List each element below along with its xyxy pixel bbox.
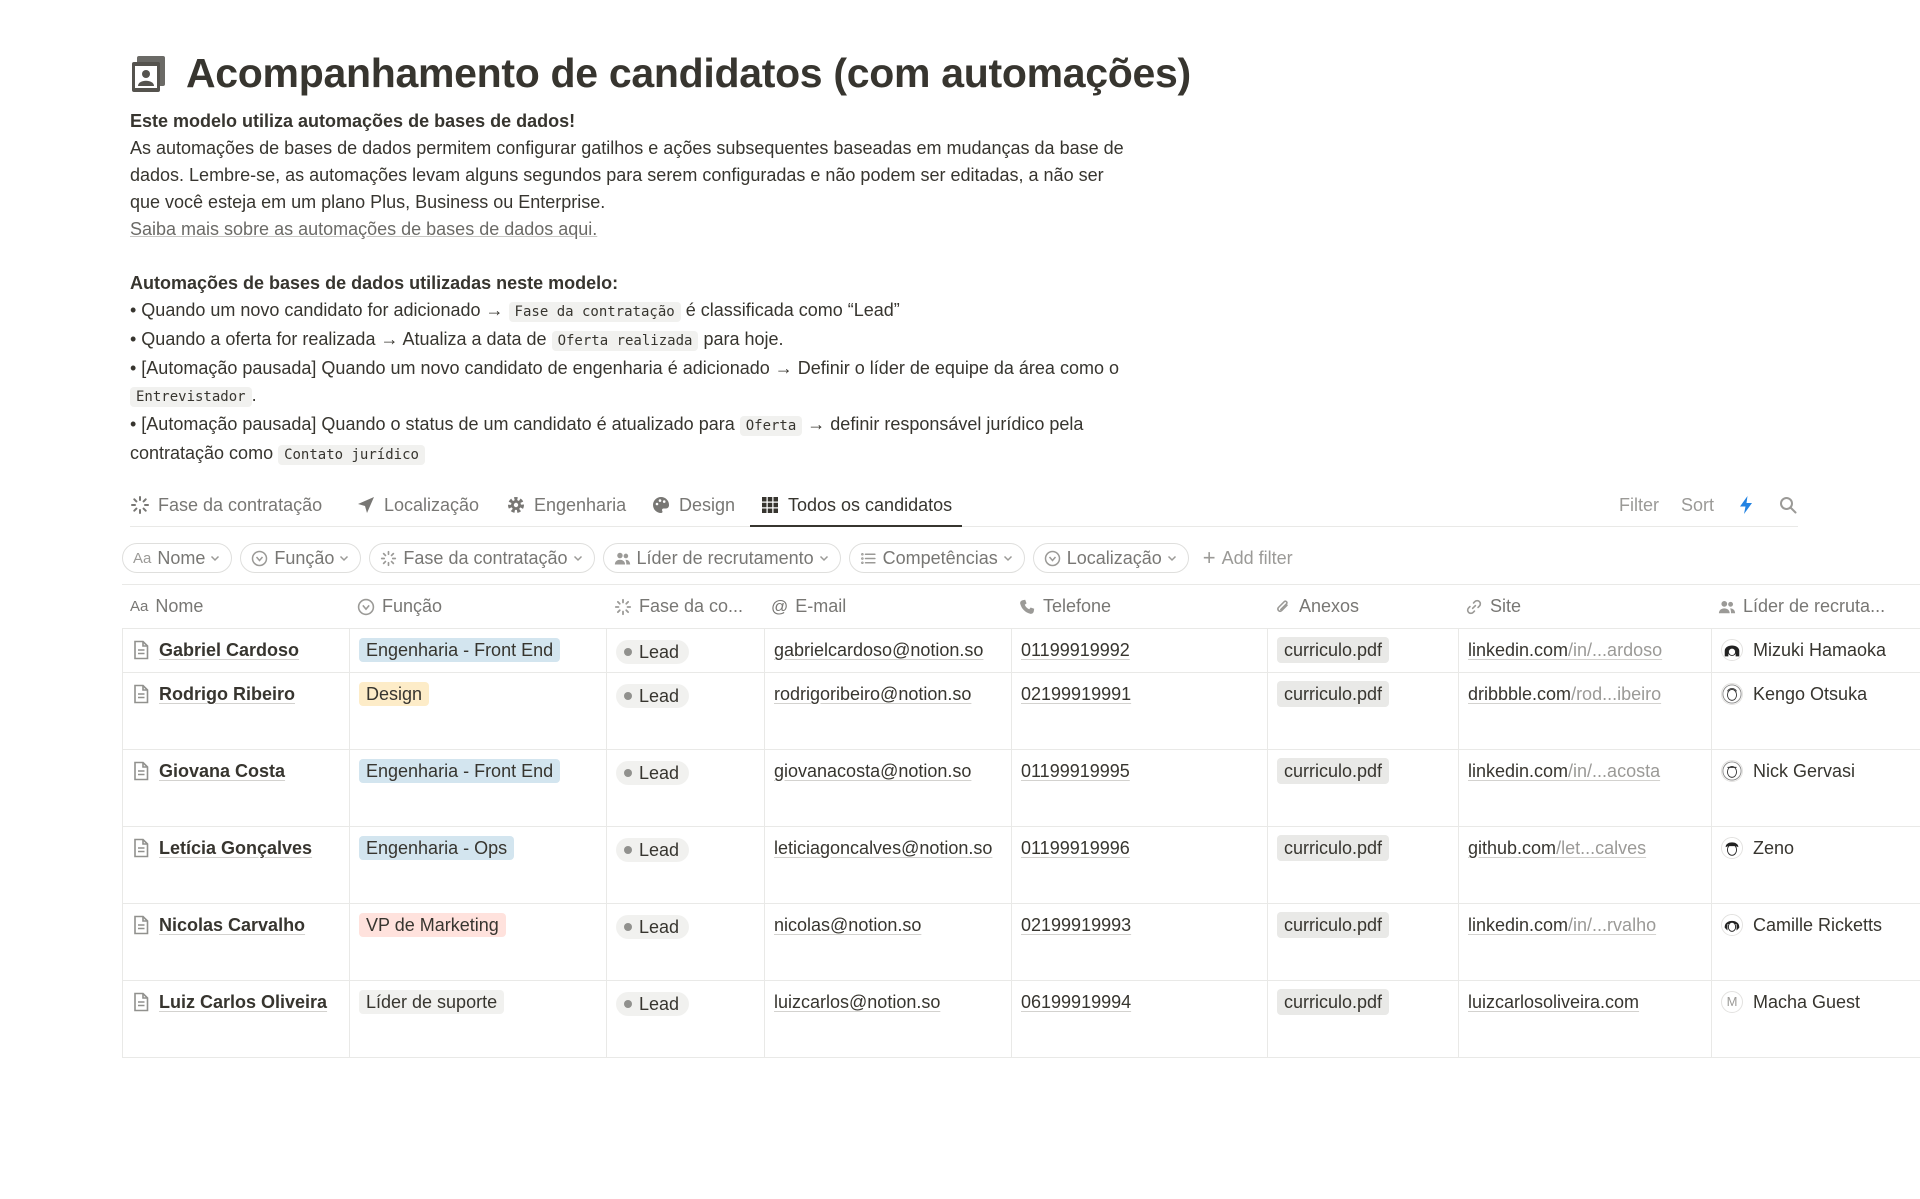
email-link[interactable]: nicolas@notion.so	[774, 915, 922, 935]
property-code: Entrevistador	[130, 387, 252, 407]
candidate-name[interactable]: Gabriel Cardoso	[132, 637, 339, 663]
people-icon	[614, 550, 631, 567]
attachment-file[interactable]: curriculo.pdf	[1277, 912, 1389, 938]
candidates-table	[122, 584, 1920, 1058]
page-icon	[132, 761, 150, 781]
select-icon	[1044, 550, 1061, 567]
lightning-icon[interactable]	[1736, 495, 1756, 515]
cell-name[interactable]	[122, 750, 349, 826]
site-link[interactable]: dribbble.com/rod...ibeiro	[1468, 684, 1662, 704]
chevron-down-icon	[209, 552, 221, 564]
cell-attachment[interactable]	[1267, 673, 1458, 749]
email-link[interactable]: rodrigoribeiro@notion.so	[774, 684, 972, 704]
cell-email[interactable]	[764, 629, 1011, 672]
role-tag: Design	[359, 682, 429, 706]
select-icon	[357, 598, 375, 616]
cell-attachment[interactable]	[1267, 827, 1458, 903]
grid-icon	[760, 495, 780, 515]
filter-chip-localizacao[interactable]: Localização	[1033, 543, 1189, 573]
property-code: Fase da contratação	[509, 302, 681, 322]
email-link[interactable]: gabrielcardoso@notion.so	[774, 640, 984, 660]
cell-stage[interactable]	[606, 629, 764, 672]
automation-bullet: • Quando um novo candidato for adicionado → Fase da contratação é classificada como “Lead”	[130, 300, 900, 320]
cell-phone[interactable]	[1011, 981, 1267, 1057]
cell-site[interactable]	[1458, 981, 1711, 1057]
automation-bullet: • [Automação pausada] Quando um novo candidato de engenharia é adicionado → Definir o líder de equipe da área como o Entrevistador .	[130, 358, 1119, 405]
cell-stage[interactable]	[606, 981, 764, 1057]
chevron-down-icon	[1166, 552, 1178, 564]
attachment-file[interactable]: curriculo.pdf	[1277, 758, 1389, 784]
table-row[interactable]	[122, 827, 1920, 904]
cell-site[interactable]	[1458, 673, 1711, 749]
automations-heading: Automações de bases de dados utilizadas neste modelo:	[130, 273, 619, 293]
candidate-name[interactable]: Luiz Carlos Oliveira	[132, 989, 339, 1015]
role-tag: VP de Marketing	[359, 913, 506, 937]
filter-chip-lider-de-recrutamento[interactable]: Líder de recrutamento	[603, 543, 841, 573]
cell-lead[interactable]	[1711, 904, 1920, 980]
cell-role[interactable]	[349, 750, 606, 826]
status-dot	[624, 1000, 632, 1008]
avatar	[1721, 639, 1743, 661]
cell-site[interactable]	[1458, 904, 1711, 980]
filter-chip-fase-da-contratacao[interactable]: Fase da contratação	[369, 543, 594, 573]
tab-fase-da-contratacao[interactable]: Fase da contratação	[130, 484, 322, 526]
cell-role[interactable]	[349, 827, 606, 903]
stage-status: Lead	[616, 761, 689, 785]
cell-name[interactable]	[122, 827, 349, 903]
cell-email[interactable]	[764, 673, 1011, 749]
cell-stage[interactable]	[606, 673, 764, 749]
cell-site[interactable]	[1458, 629, 1711, 672]
tab-engenharia[interactable]: Engenharia	[506, 484, 626, 526]
page-title: Acompanhamento de candidatos (com automações)	[186, 50, 1191, 96]
email-link[interactable]: luizcarlos@notion.so	[774, 992, 941, 1012]
site-link[interactable]: linkedin.com/in/...acosta	[1468, 761, 1661, 781]
at-icon: @	[771, 596, 789, 616]
candidate-name[interactable]: Letícia Gonçalves	[132, 835, 339, 861]
cell-stage[interactable]	[606, 827, 764, 903]
cell-stage[interactable]	[606, 750, 764, 826]
stage-status: Lead	[616, 640, 689, 664]
cell-email[interactable]	[764, 904, 1011, 980]
avatar	[1721, 914, 1743, 936]
status-dot	[624, 648, 632, 656]
recruiter-person[interactable]: M Macha Guest	[1721, 989, 1912, 1015]
table-body	[122, 629, 1920, 1058]
cell-name[interactable]	[122, 673, 349, 749]
cell-email[interactable]	[764, 750, 1011, 826]
filter-chip-competencias[interactable]: Competências	[849, 543, 1025, 573]
phone-link[interactable]: 06199919994	[1021, 992, 1132, 1012]
cell-role[interactable]	[349, 904, 606, 980]
cell-phone[interactable]	[1011, 673, 1267, 749]
link-icon	[1465, 598, 1483, 616]
id-card-icon	[130, 54, 168, 94]
table-row[interactable]	[122, 750, 1920, 827]
cell-email[interactable]	[764, 827, 1011, 903]
page-icon	[132, 684, 150, 704]
candidate-name[interactable]: Nicolas Carvalho	[132, 912, 339, 938]
cell-name[interactable]	[122, 904, 349, 980]
cell-lead[interactable]	[1711, 827, 1920, 903]
site-link[interactable]: github.com/let...calves	[1468, 838, 1647, 858]
site-link[interactable]: luizcarlosoliveira.com	[1468, 992, 1640, 1012]
cell-site[interactable]	[1458, 827, 1711, 903]
loader-icon	[614, 598, 632, 616]
avatar	[1721, 683, 1743, 705]
text-property-icon: Aa	[130, 598, 149, 615]
cell-email[interactable]	[764, 981, 1011, 1057]
view-tabs	[130, 484, 1798, 527]
recruiter-person[interactable]: Mizuki Hamaoka	[1721, 637, 1912, 663]
phone-link[interactable]: 01199919995	[1021, 761, 1130, 781]
title-row	[130, 50, 1191, 97]
tab-todos-os-candidatos[interactable]: Todos os candidatos	[760, 484, 952, 526]
candidate-name[interactable]: Rodrigo Ribeiro	[132, 681, 339, 707]
cell-attachment[interactable]	[1267, 904, 1458, 980]
chevron-down-icon	[572, 552, 584, 564]
site-link[interactable]: linkedin.com/in/...rvalho	[1468, 915, 1657, 935]
cell-lead[interactable]	[1711, 629, 1920, 672]
sort-button[interactable]: Sort	[1680, 494, 1714, 515]
cell-phone[interactable]	[1011, 629, 1267, 672]
recruiter-person[interactable]: Nick Gervasi	[1721, 758, 1912, 784]
email-link[interactable]: leticiagoncalves@notion.so	[774, 838, 993, 858]
paperclip-icon	[1274, 598, 1292, 616]
column-header-anexos[interactable]: Anexos	[1274, 585, 1449, 628]
cell-lead[interactable]	[1711, 750, 1920, 826]
property-code: Oferta	[740, 416, 803, 436]
attachment-file[interactable]: curriculo.pdf	[1277, 637, 1389, 663]
tab-localizacao[interactable]: Localização	[356, 484, 479, 526]
avatar	[1721, 837, 1743, 859]
status-dot	[624, 692, 632, 700]
candidate-name[interactable]: Giovana Costa	[132, 758, 339, 784]
property-code: Contato jurídico	[278, 445, 425, 465]
column-header-email[interactable]: @ E-mail	[771, 596, 847, 616]
role-tag: Engenharia - Front End	[359, 759, 560, 783]
status-dot	[624, 846, 632, 854]
filter-chip-nome[interactable]: Aa Nome	[122, 543, 232, 573]
cell-site[interactable]	[1458, 750, 1711, 826]
cell-phone[interactable]	[1011, 750, 1267, 826]
cell-phone[interactable]	[1011, 827, 1267, 903]
site-link[interactable]: linkedin.com/in/...ardoso	[1468, 640, 1663, 660]
page-icon	[132, 640, 150, 660]
learn-more-link[interactable]: Saiba mais sobre as automações de bases de dados aqui.	[130, 219, 598, 239]
role-tag: Engenharia - Front End	[359, 638, 560, 662]
recruiter-person[interactable]: Kengo Otsuka	[1721, 681, 1912, 707]
avatar	[1721, 760, 1743, 782]
email-link[interactable]: giovanacosta@notion.so	[774, 761, 972, 781]
add-filter-button[interactable]: + Add filter	[1202, 545, 1293, 570]
stage-status: Lead	[616, 838, 689, 862]
automation-bullet: • [Automação pausada] Quando o status de um candidato é atualizado para Oferta → definir responsável jurídico pela contratação como Contato jurídico	[130, 414, 1084, 463]
column-header-funcao[interactable]: Função	[357, 585, 597, 628]
cell-phone[interactable]	[1011, 904, 1267, 980]
cell-role[interactable]	[349, 981, 606, 1057]
cell-lead[interactable]	[1711, 981, 1920, 1057]
view-toolbar	[1597, 484, 1798, 526]
phone-link[interactable]: 01199919992	[1021, 640, 1130, 660]
attachment-file[interactable]: curriculo.pdf	[1277, 835, 1389, 861]
cell-role[interactable]	[349, 673, 606, 749]
chevron-down-icon	[1002, 552, 1014, 564]
cell-stage[interactable]	[606, 904, 764, 980]
cell-attachment[interactable]	[1267, 981, 1458, 1057]
table-row[interactable]	[122, 981, 1920, 1058]
loader-icon	[380, 550, 397, 567]
filter-button[interactable]: Filter	[1618, 494, 1659, 515]
navigation-arrow-icon	[356, 495, 376, 515]
tab-design[interactable]: Design	[651, 484, 735, 526]
column-header-fase[interactable]: Fase da co...	[614, 585, 759, 628]
attachment-file[interactable]: curriculo.pdf	[1277, 681, 1389, 707]
column-header-lider[interactable]: Líder de recruta...	[1718, 585, 1908, 628]
loader-icon	[130, 495, 150, 515]
automation-bullet: • Quando a oferta for realizada → Atualiza a data de Oferta realizada para hoje.	[130, 329, 784, 349]
cell-role[interactable]	[349, 629, 606, 672]
recruiter-person[interactable]: Zeno	[1721, 835, 1912, 861]
table-row[interactable]	[122, 673, 1920, 750]
attachment-file[interactable]: curriculo.pdf	[1277, 989, 1389, 1015]
column-header-site[interactable]: Site	[1465, 585, 1695, 628]
cell-lead[interactable]	[1711, 673, 1920, 749]
chevron-down-icon	[818, 552, 830, 564]
select-icon	[251, 550, 268, 567]
property-code: Oferta realizada	[552, 331, 699, 351]
status-dot	[624, 923, 632, 931]
stage-status: Lead	[616, 992, 689, 1016]
cell-name[interactable]	[122, 629, 349, 672]
table-row[interactable]	[122, 629, 1920, 673]
page-icon	[132, 992, 150, 1012]
phone-link[interactable]: 02199919991	[1021, 684, 1132, 704]
stage-status: Lead	[616, 915, 689, 939]
filter-chip-funcao[interactable]: Função	[240, 543, 361, 573]
column-header-telefone[interactable]: Telefone	[1018, 585, 1258, 628]
avatar: M	[1721, 991, 1743, 1013]
description-body: As automações de bases de dados permitem configurar gatilhos e ações subsequentes baseadas em mudanças da base de dados. Lembre-se, as automações levam alguns segundos para serem configuradas e não podem ser editadas, a não ser que você esteja em um plano Plus, Business ou Enterprise.	[130, 138, 1124, 212]
status-dot	[624, 769, 632, 777]
table-header	[122, 584, 1920, 629]
phone-icon	[1018, 598, 1036, 616]
role-tag: Líder de suporte	[359, 990, 504, 1014]
people-icon	[1718, 598, 1736, 616]
list-icon	[860, 550, 877, 567]
plus-icon: +	[1202, 545, 1216, 570]
chevron-down-icon	[338, 552, 350, 564]
description	[130, 108, 1130, 469]
column-header-nome[interactable]: Aa Nome	[130, 596, 204, 616]
stage-status: Lead	[616, 684, 689, 708]
phone-link[interactable]: 01199919996	[1021, 838, 1130, 858]
phone-link[interactable]: 02199919993	[1021, 915, 1132, 935]
cell-name[interactable]	[122, 981, 349, 1057]
gear-icon	[506, 495, 526, 515]
cell-attachment[interactable]	[1267, 750, 1458, 826]
search-icon[interactable]	[1778, 495, 1798, 515]
recruiter-person[interactable]: Camille Ricketts	[1721, 912, 1912, 938]
cell-attachment[interactable]	[1267, 629, 1458, 672]
filter-bar	[122, 543, 1293, 573]
description-heading: Este modelo utiliza automações de bases de dados!	[130, 111, 576, 131]
palette-icon	[651, 495, 671, 515]
table-row[interactable]	[122, 904, 1920, 981]
page-icon	[132, 915, 150, 935]
text-property-icon: Aa	[133, 549, 152, 567]
role-tag: Engenharia - Ops	[359, 836, 514, 860]
page-icon	[132, 838, 150, 858]
